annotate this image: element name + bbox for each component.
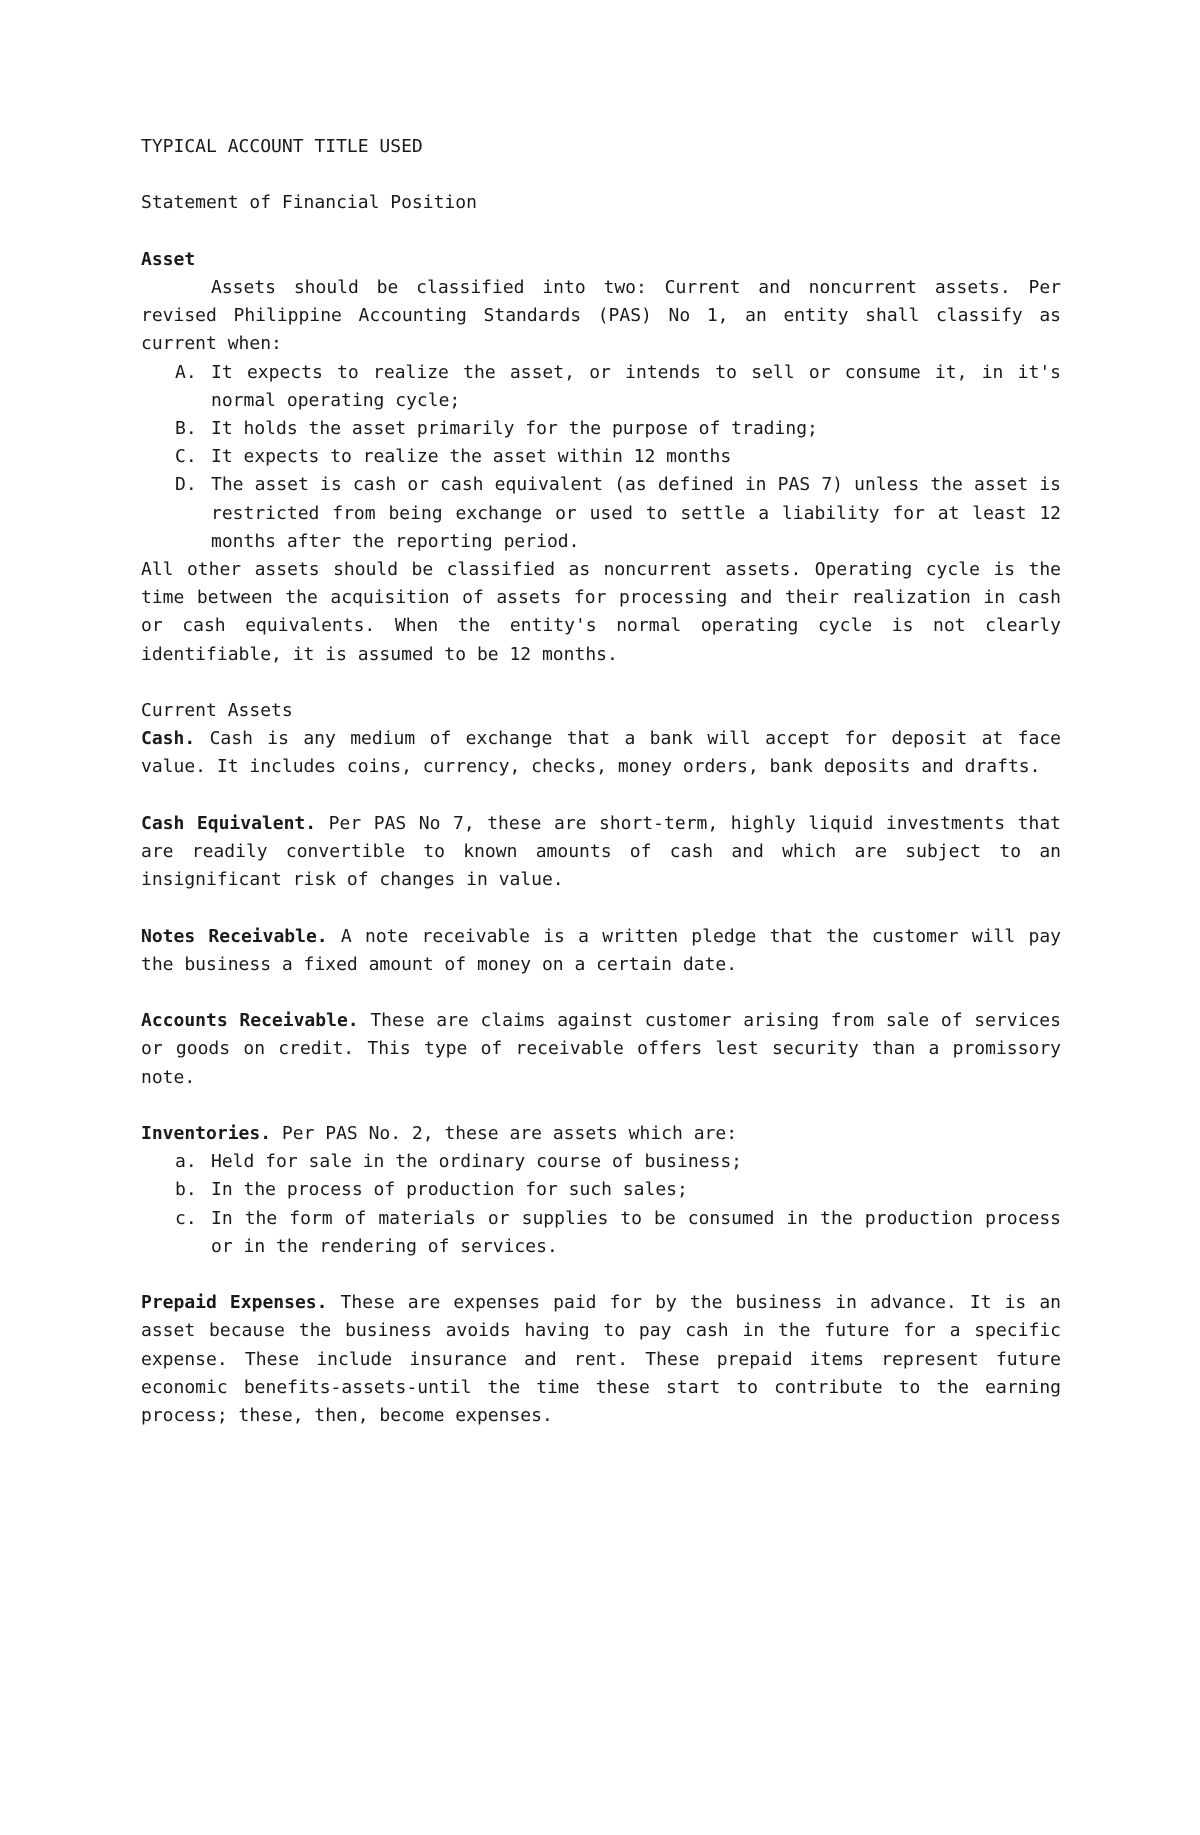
prepaid-expenses-term: Prepaid Expenses. — [141, 1292, 328, 1314]
notes-receivable-term: Notes Receivable. — [141, 925, 328, 947]
document-subtitle: Statement of Financial Position — [141, 192, 477, 214]
list-marker: a. — [175, 1151, 197, 1173]
cash-equivalent-definition — [141, 810, 1061, 895]
inventories-list — [141, 1148, 1061, 1261]
spacer — [141, 979, 1061, 1007]
list-item — [141, 415, 1061, 443]
cash-text: Cash is any medium of exchange that a bank will accept for deposit at face value. It includes coins, currency, checks, money orders, bank deposits and drafts. — [141, 728, 1061, 778]
cash-definition — [141, 725, 1061, 781]
cash-equivalent-term: Cash Equivalent. — [141, 812, 317, 834]
list-item-text: In the form of materials or supplies to be consumed in the production process or in the rendering of services. — [211, 1207, 1061, 1257]
list-marker: c. — [175, 1207, 197, 1229]
prepaid-expenses-text: These are expenses paid for by the business in advance. It is an asset because the business avoids having to pay cash in the future for a specific expense. These include insurance and rent. These prepaid items represent future economic benefits-assets-until the time these start to contribute to the earning process; these, then, become expenses. — [141, 1292, 1061, 1427]
list-marker: A. — [175, 361, 197, 383]
list-marker: b. — [175, 1179, 197, 1201]
asset-intro-paragraph: Assets should be classified into two: Current and noncurrent assets. Per revised Philippine Accounting Standards (PAS) No 1, an entity shall classify as current when: — [141, 276, 1061, 355]
list-item — [141, 1176, 1061, 1204]
accounts-receivable-definition — [141, 1007, 1061, 1092]
accounts-receivable-text: These are claims against customer arising from sale of services or goods on credit. This type of receivable offers lest security than a promissory note. — [141, 1010, 1061, 1088]
current-criteria-list — [141, 359, 1061, 556]
asset-heading-text: Asset — [141, 248, 196, 270]
list-marker: C. — [175, 446, 197, 468]
list-item-text: In the process of production for such sales; — [211, 1179, 688, 1201]
spacer — [141, 894, 1061, 922]
list-item — [141, 471, 1061, 556]
list-item — [141, 443, 1061, 471]
inventories-definition — [141, 1120, 1061, 1148]
prepaid-expenses-definition — [141, 1289, 1061, 1430]
list-item-text: It expects to realize the asset within 12 months — [211, 446, 732, 468]
list-item — [141, 359, 1061, 415]
document-page — [141, 133, 1061, 1430]
current-assets-heading: Current Assets — [141, 700, 293, 722]
inventories-text: Per PAS No. 2, these are assets which are: — [281, 1123, 738, 1144]
notes-receivable-text: A note receivable is a written pledge that the customer will pay the business a fixed amount of money on a certain date. — [141, 925, 1061, 975]
spacer — [141, 782, 1061, 810]
cash-equivalent-text: Per PAS No 7, these are short-term, highly liquid investments that are readily convertible to known amounts of cash and which are subject to an insignificant risk of changes in value. — [141, 812, 1061, 891]
list-item-text: It expects to realize the asset, or intends to sell or consume it, in it's normal operating cycle; — [211, 361, 1061, 411]
list-item — [141, 1148, 1061, 1176]
inventories-term: Inventories. — [141, 1123, 272, 1144]
spacer — [141, 669, 1061, 697]
notes-receivable-definition — [141, 923, 1061, 979]
list-marker: B. — [175, 418, 197, 439]
cash-term: Cash. — [141, 728, 196, 750]
spacer — [141, 1092, 1061, 1120]
list-item-text: Held for sale in the ordinary course of business; — [211, 1151, 743, 1173]
list-item-text: It holds the asset primarily for the purpose of trading; — [211, 418, 818, 439]
document-title: TYPICAL ACCOUNT TITLE USED — [141, 136, 423, 157]
accounts-receivable-term: Accounts Receivable. — [141, 1010, 359, 1032]
list-marker: D. — [175, 474, 197, 496]
list-item — [141, 1205, 1061, 1261]
asset-heading — [141, 246, 1061, 274]
spacer — [141, 1261, 1061, 1289]
list-item-text: The asset is cash or cash equivalent (as defined in PAS 7) unless the asset is restricted from being exchange or used to settle a liability for at least 12 months after the reporting period. — [211, 474, 1061, 552]
noncurrent-paragraph: All other assets should be classified as noncurrent assets. Operating cycle is the time between the acquisition of assets for processing and their realization in cash or cash equivalents. When the entity's normal operating cycle is not clearly identifiable, it is assumed to be 12 months. — [141, 559, 1061, 665]
